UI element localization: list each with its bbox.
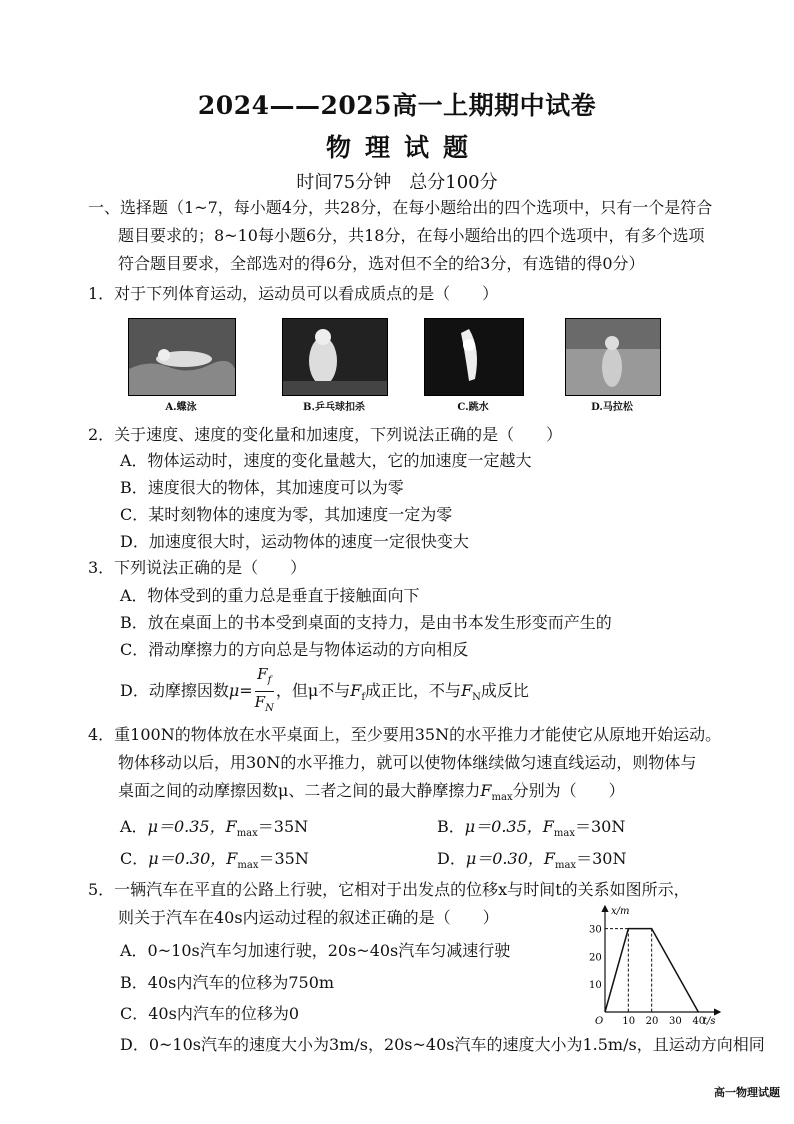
x-tick-30: 30: [669, 1016, 682, 1027]
q4-c-value: ＝35N: [258, 849, 309, 868]
q4-fmax-subscript: max: [491, 792, 513, 804]
q3-d-middle2: 成正比，不与: [365, 681, 462, 700]
q3-d-ff-subscript: f: [361, 692, 366, 704]
section-instructions-line1: 一、选择题（1~7，每小题4分，共28分，在每小题给出的四个选项中，只有一个是符合: [88, 198, 713, 217]
q2-option-a: A．物体运动时，速度的变化量越大，它的加速度一定越大: [120, 451, 532, 470]
section-instructions-line3: 符合题目要求，全部选对的得6分，选对但不全的给3分，有选错的得0分）: [118, 254, 645, 273]
q3-d-ff: F: [350, 681, 362, 700]
marathon-figure: [566, 319, 660, 395]
q5-line2: 则关于汽车在40s内运动过程的叙述正确的是（ ）: [118, 908, 499, 927]
origin-label: O: [595, 1016, 604, 1027]
q2-option-c: C．某时刻物体的速度为零，其加速度一定为零: [120, 505, 453, 524]
equals-sign: =: [239, 681, 253, 700]
x-tick-40: 40: [692, 1016, 706, 1027]
subject-title: 物理试题: [325, 133, 482, 162]
q4-a-f: F: [225, 817, 237, 836]
exam-title: 2024——2025高一上期期中试卷: [197, 91, 597, 120]
exam-info: 时间75分钟 总分100分: [296, 172, 498, 193]
q4-c-f: F: [226, 849, 238, 868]
q4-b-label: B．: [437, 817, 465, 836]
q4-d-sub: max: [554, 860, 577, 872]
q4-d-label: D．: [437, 849, 466, 868]
diver-figure: [425, 319, 523, 395]
photo-butterfly-swim: [128, 318, 236, 396]
table-tennis-figure: [283, 319, 387, 395]
y-tick-30: 30: [589, 924, 602, 936]
caption-d: D.马拉松: [591, 402, 633, 413]
q2-stem: 2．关于速度、速度的变化量和加速度，下列说法正确的是（ ）: [88, 425, 563, 444]
y-tick-labels: [589, 925, 602, 992]
caption-a: A.蝶泳: [165, 402, 197, 413]
q4-d-mu: μ＝0.30，: [465, 849, 544, 868]
q4-line3: [118, 777, 625, 812]
q4-line2: 物体移动以后，用30N的水平推力，就可以使物体继续做匀速直线运动，则物体与: [118, 753, 697, 772]
guide-lines: [605, 929, 652, 1012]
friction-coefficient-fraction: [255, 664, 274, 719]
q4-option-d: [437, 846, 626, 871]
swimmer-figure: [129, 319, 235, 395]
q4-a-mu: μ＝0.35，: [147, 817, 226, 836]
numerator-subscript: f: [267, 675, 272, 686]
x-tick-20: 20: [645, 1016, 659, 1027]
q5-option-a: A．0~10s汽车匀加速行驶，20s~40s汽车匀减速行驶: [120, 941, 511, 960]
q4-b-sub: max: [553, 828, 575, 840]
q4-c-label: C．: [120, 849, 149, 868]
q3-d-fn-subscript: N: [472, 692, 481, 704]
q4-b-mu: μ＝0.35，: [464, 817, 543, 836]
q3-d-end: 成反比: [480, 681, 529, 700]
y-tick-20: 20: [589, 952, 602, 964]
y-axis-label: x/m: [611, 906, 630, 917]
section-instructions-line2: 题目要求的；8~10每小题6分，共18分，在每小题给出的四个选项中，有多个选项: [118, 226, 705, 245]
q5-line1: 5．一辆汽车在平直的公路上行驶，它相对于出发点的位移x与时间t的关系如图所示，: [88, 880, 690, 899]
q4-b-value: ＝30N: [575, 817, 626, 836]
q3-d-prefix: D．动摩擦因数: [120, 681, 229, 700]
q4-option-a: [120, 814, 308, 839]
q4-line3-text: 桌面之间的动摩擦因数μ、二者之间的最大静摩擦力: [118, 781, 481, 800]
y-tick-10: 10: [589, 980, 602, 992]
q4-option-b: [437, 814, 625, 839]
q4-c-sub: max: [237, 860, 259, 872]
q4-a-label: A．: [120, 817, 148, 836]
q4-option-c: [120, 846, 309, 871]
caption-c: C.跳水: [457, 402, 489, 413]
q5-option-c: C．40s内汽车的位移为0: [120, 1004, 299, 1023]
q2-option-d: D．加速度很大时，运动物体的速度一定很快变大: [120, 532, 469, 551]
q5-option-d: D．0~10s汽车的速度大小为3m/s，20s~40s汽车的速度大小为1.5m/s，且运动方向相同: [120, 1035, 765, 1054]
q4-line3-end: 分别为（ ）: [512, 781, 625, 800]
x-t-graph: [585, 900, 725, 1040]
photo-diving: [424, 318, 524, 396]
q4-fmax: F: [480, 781, 492, 800]
x-tick-10: 10: [622, 1016, 636, 1027]
fraction-denominator: F: [254, 693, 266, 711]
q4-c-mu: μ＝0.30，: [148, 849, 227, 868]
q1-stem: 1．对于下列体育运动，运动员可以看成质点的是（ ）: [88, 284, 499, 303]
photo-marathon: [565, 318, 661, 396]
page-footer: 高一物理试题: [714, 1086, 780, 1099]
q4-d-value: ＝30N: [576, 849, 627, 868]
q5-option-b: B．40s内汽车的位移为750m: [120, 973, 335, 992]
mu-symbol: μ: [228, 681, 240, 700]
q4-b-f: F: [542, 817, 554, 836]
q3-option-d: [120, 664, 529, 719]
q2-option-b: B．速度很大的物体，其加速度可以为零: [120, 478, 404, 497]
x-tick-labels: [622, 1016, 705, 1027]
x-axis-label: t/s: [703, 1016, 716, 1027]
q4-d-f: F: [543, 849, 555, 868]
q4-a-value: ＝35N: [257, 817, 309, 836]
q4-line1: 4．重100N的物体放在水平桌面上，至少要用35N的水平推力才能使它从原地开始运动。: [88, 725, 722, 744]
q4-a-sub: max: [236, 828, 258, 840]
q3-option-c: C．滑动摩擦力的方向总是与物体运动的方向相反: [120, 640, 469, 659]
caption-b: B.乒乓球扣杀: [303, 402, 365, 413]
q3-d-fn: F: [461, 681, 473, 700]
q3-option-a: A．物体受到的重力总是垂直于接触面向下: [120, 586, 420, 605]
denominator-subscript: N: [265, 703, 274, 714]
q3-d-middle: ，但μ不与: [275, 681, 351, 700]
fraction-numerator: F: [257, 665, 268, 683]
photo-table-tennis: [282, 318, 388, 396]
q3-stem: 3．下列说法正确的是（ ）: [88, 558, 307, 577]
q3-option-b: B．放在桌面上的书本受到桌面的支持力，是由书本发生形变而产生的: [120, 613, 612, 632]
